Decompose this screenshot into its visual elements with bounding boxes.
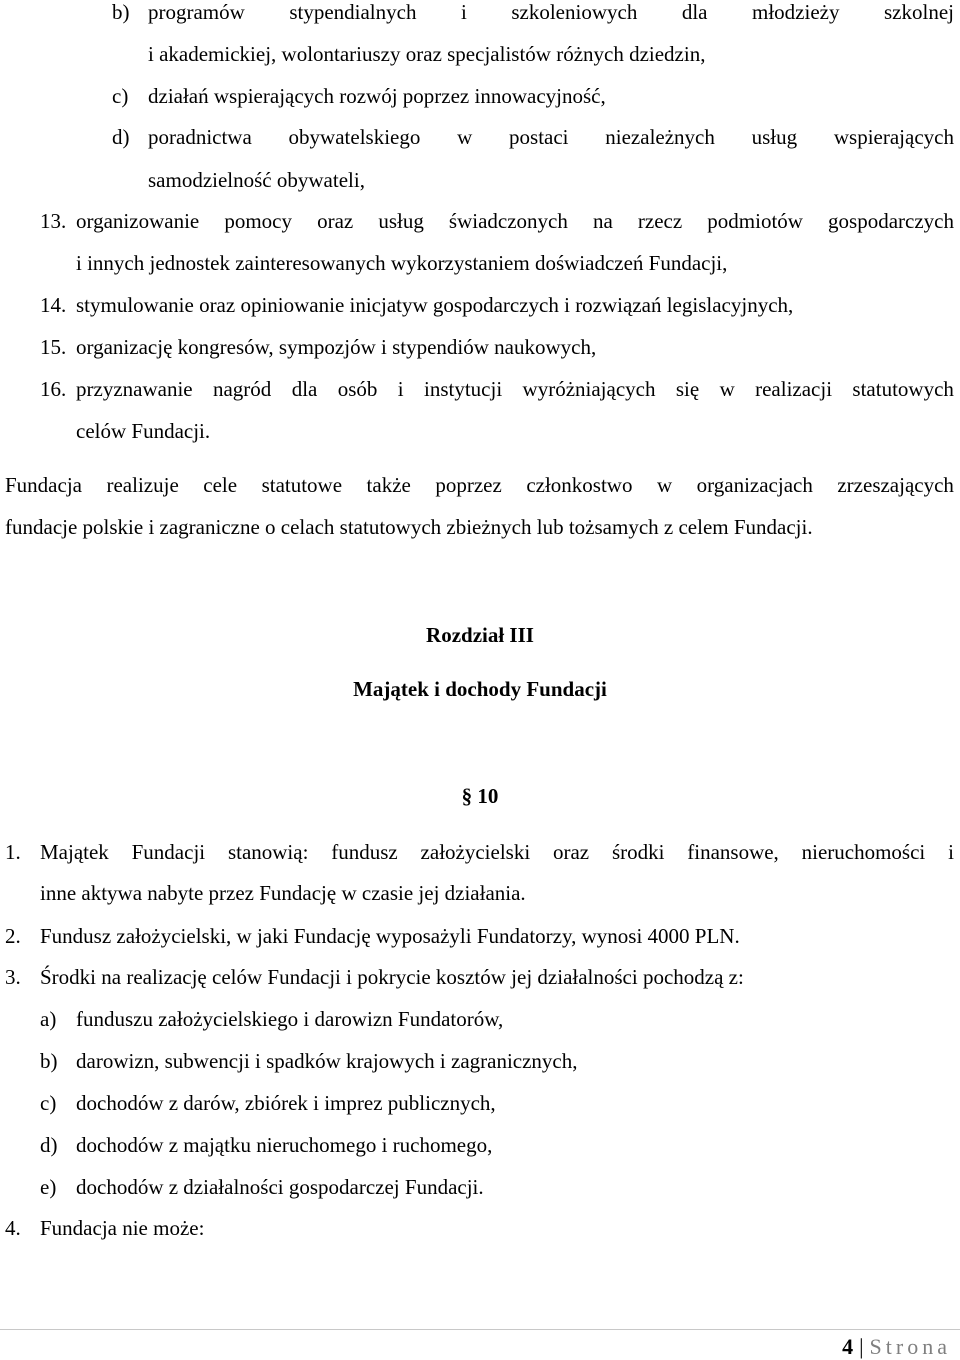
item-number: 1. [5, 840, 21, 864]
word: statutowe [261, 473, 343, 497]
word: Fundacji [131, 840, 206, 864]
list-item-text: dochodów z majątku nieruchomego i ruchomego, [76, 1133, 493, 1157]
justified-line [148, 127, 954, 148]
list-item-text: funduszu założycielskiego i darowizn Fundatorów, [76, 1007, 504, 1031]
word: Majątek [40, 840, 109, 864]
word: pomocy [224, 209, 292, 233]
word: usług [751, 125, 798, 149]
word: dla [291, 377, 318, 401]
word: finansowe, [687, 840, 779, 864]
text-line: i innych jednostek zainteresowanych wykorzystaniem doświadczeń Fundacji, [76, 251, 728, 275]
item-number: 15. [40, 335, 67, 359]
item-number: 14. [40, 293, 67, 317]
word: w [656, 473, 673, 497]
text-line: stymulowanie oraz opiniowanie inicjatyw gospodarczych i rozwiązań legislacyjnych, [76, 293, 794, 317]
word: oraz [317, 209, 354, 233]
word: organizacjach [696, 473, 813, 497]
list-marker: c) [40, 1091, 57, 1115]
chapter-title: Majątek i dochody Fundacji [353, 677, 607, 701]
word: i [397, 377, 404, 401]
word: środki [611, 840, 665, 864]
text-line: Środki na realizację celów Fundacji i pokrycie kosztów jej działalności pochodzą z: [40, 965, 744, 989]
word: zrzeszających [837, 473, 954, 497]
word: członkostwo [526, 473, 633, 497]
word: w [457, 125, 473, 149]
word: młodzieży [752, 0, 840, 24]
word: i [460, 0, 467, 24]
word: świadczonych [448, 209, 568, 233]
word: dla [681, 0, 708, 24]
word: szkolnej [884, 0, 954, 24]
list-marker: d) [40, 1133, 58, 1157]
list-marker: c) [112, 84, 129, 108]
word: instytucji [424, 377, 503, 401]
text-line: samodzielność obywateli, [148, 168, 365, 192]
word: obywatelskiego [288, 125, 421, 149]
list-marker: e) [40, 1175, 57, 1199]
word: niezależnych [605, 125, 715, 149]
justified-line [148, 2, 954, 23]
justified-line [5, 475, 954, 496]
word: programów [148, 0, 245, 24]
justified-line [76, 211, 954, 232]
item-number: 2. [5, 924, 21, 948]
word: w [719, 377, 735, 401]
word: poradnictwa [148, 125, 252, 149]
word: wyróżniających [522, 377, 656, 401]
justified-line [40, 842, 954, 863]
page-word: Strona [869, 1334, 951, 1359]
word: osób [337, 377, 378, 401]
word: fundusz [331, 840, 398, 864]
word: statutowych [852, 377, 954, 401]
text-line: Fundacja nie może: [40, 1216, 205, 1240]
page-number: 4 [842, 1334, 854, 1359]
word: nagród [212, 377, 272, 401]
page-footer [842, 1336, 951, 1358]
word: realizacji [755, 377, 833, 401]
list-marker: a) [40, 1007, 57, 1031]
text-line: celów Fundacji. [76, 419, 211, 443]
paragraph-line: fundacje polskie i zagraniczne o celach statutowych zbieżnych lub tożsamych z celem Fundacji. [5, 515, 813, 539]
text-line: i akademickiej, wolontariuszy oraz specjalistów różnych dziedzin, [148, 42, 706, 66]
item-number: 13. [40, 209, 67, 233]
text-line: Fundusz założycielski, w jaki Fundację wyposażyli Fundatorzy, wynosi 4000 PLN. [40, 924, 740, 948]
word: gospodarczych [828, 209, 954, 233]
word: organizowanie [76, 209, 200, 233]
word: się [675, 377, 700, 401]
word: i [948, 840, 954, 864]
chapter-number: Rozdział III [426, 623, 534, 647]
word: poprzez [435, 473, 502, 497]
word: cele [203, 473, 238, 497]
word: rzecz [637, 209, 683, 233]
list-marker: b) [40, 1049, 58, 1073]
section-mark: § 10 [461, 784, 499, 808]
word: założycielski [420, 840, 531, 864]
footer-separator: | [859, 1334, 864, 1359]
text-line: organizację kongresów, sympozjów i stypendiów naukowych, [76, 335, 597, 359]
word: także [366, 473, 411, 497]
word: stypendialnych [289, 0, 417, 24]
footer-rule [0, 1329, 960, 1330]
word: realizuje [106, 473, 179, 497]
item-number: 16. [40, 377, 67, 401]
word: podmiotów [707, 209, 803, 233]
word: Fundacja [5, 473, 82, 497]
word: na [592, 209, 613, 233]
word: oraz [552, 840, 590, 864]
item-number: 4. [5, 1216, 21, 1240]
word: stanowią: [227, 840, 309, 864]
word: wspierających [833, 125, 954, 149]
justified-line [76, 379, 954, 400]
list-marker: b) [112, 0, 130, 24]
word: przyznawanie [76, 377, 193, 401]
word: szkoleniowych [511, 0, 638, 24]
list-item-text: dochodów z działalności gospodarczej Fundacji. [76, 1175, 484, 1199]
text-line: działań wspierających rozwój poprzez innowacyjność, [148, 84, 606, 108]
list-item-text: darowizn, subwencji i spadków krajowych i zagranicznych, [76, 1049, 578, 1073]
list-item-text: dochodów z darów, zbiórek i imprez publicznych, [76, 1091, 496, 1115]
item-number: 3. [5, 965, 21, 989]
word: postaci [509, 125, 569, 149]
word: usług [378, 209, 424, 233]
list-marker: d) [112, 125, 130, 149]
text-line: inne aktywa nabyte przez Fundację w czasie jej działania. [40, 881, 526, 905]
word: nieruchomości [801, 840, 926, 864]
